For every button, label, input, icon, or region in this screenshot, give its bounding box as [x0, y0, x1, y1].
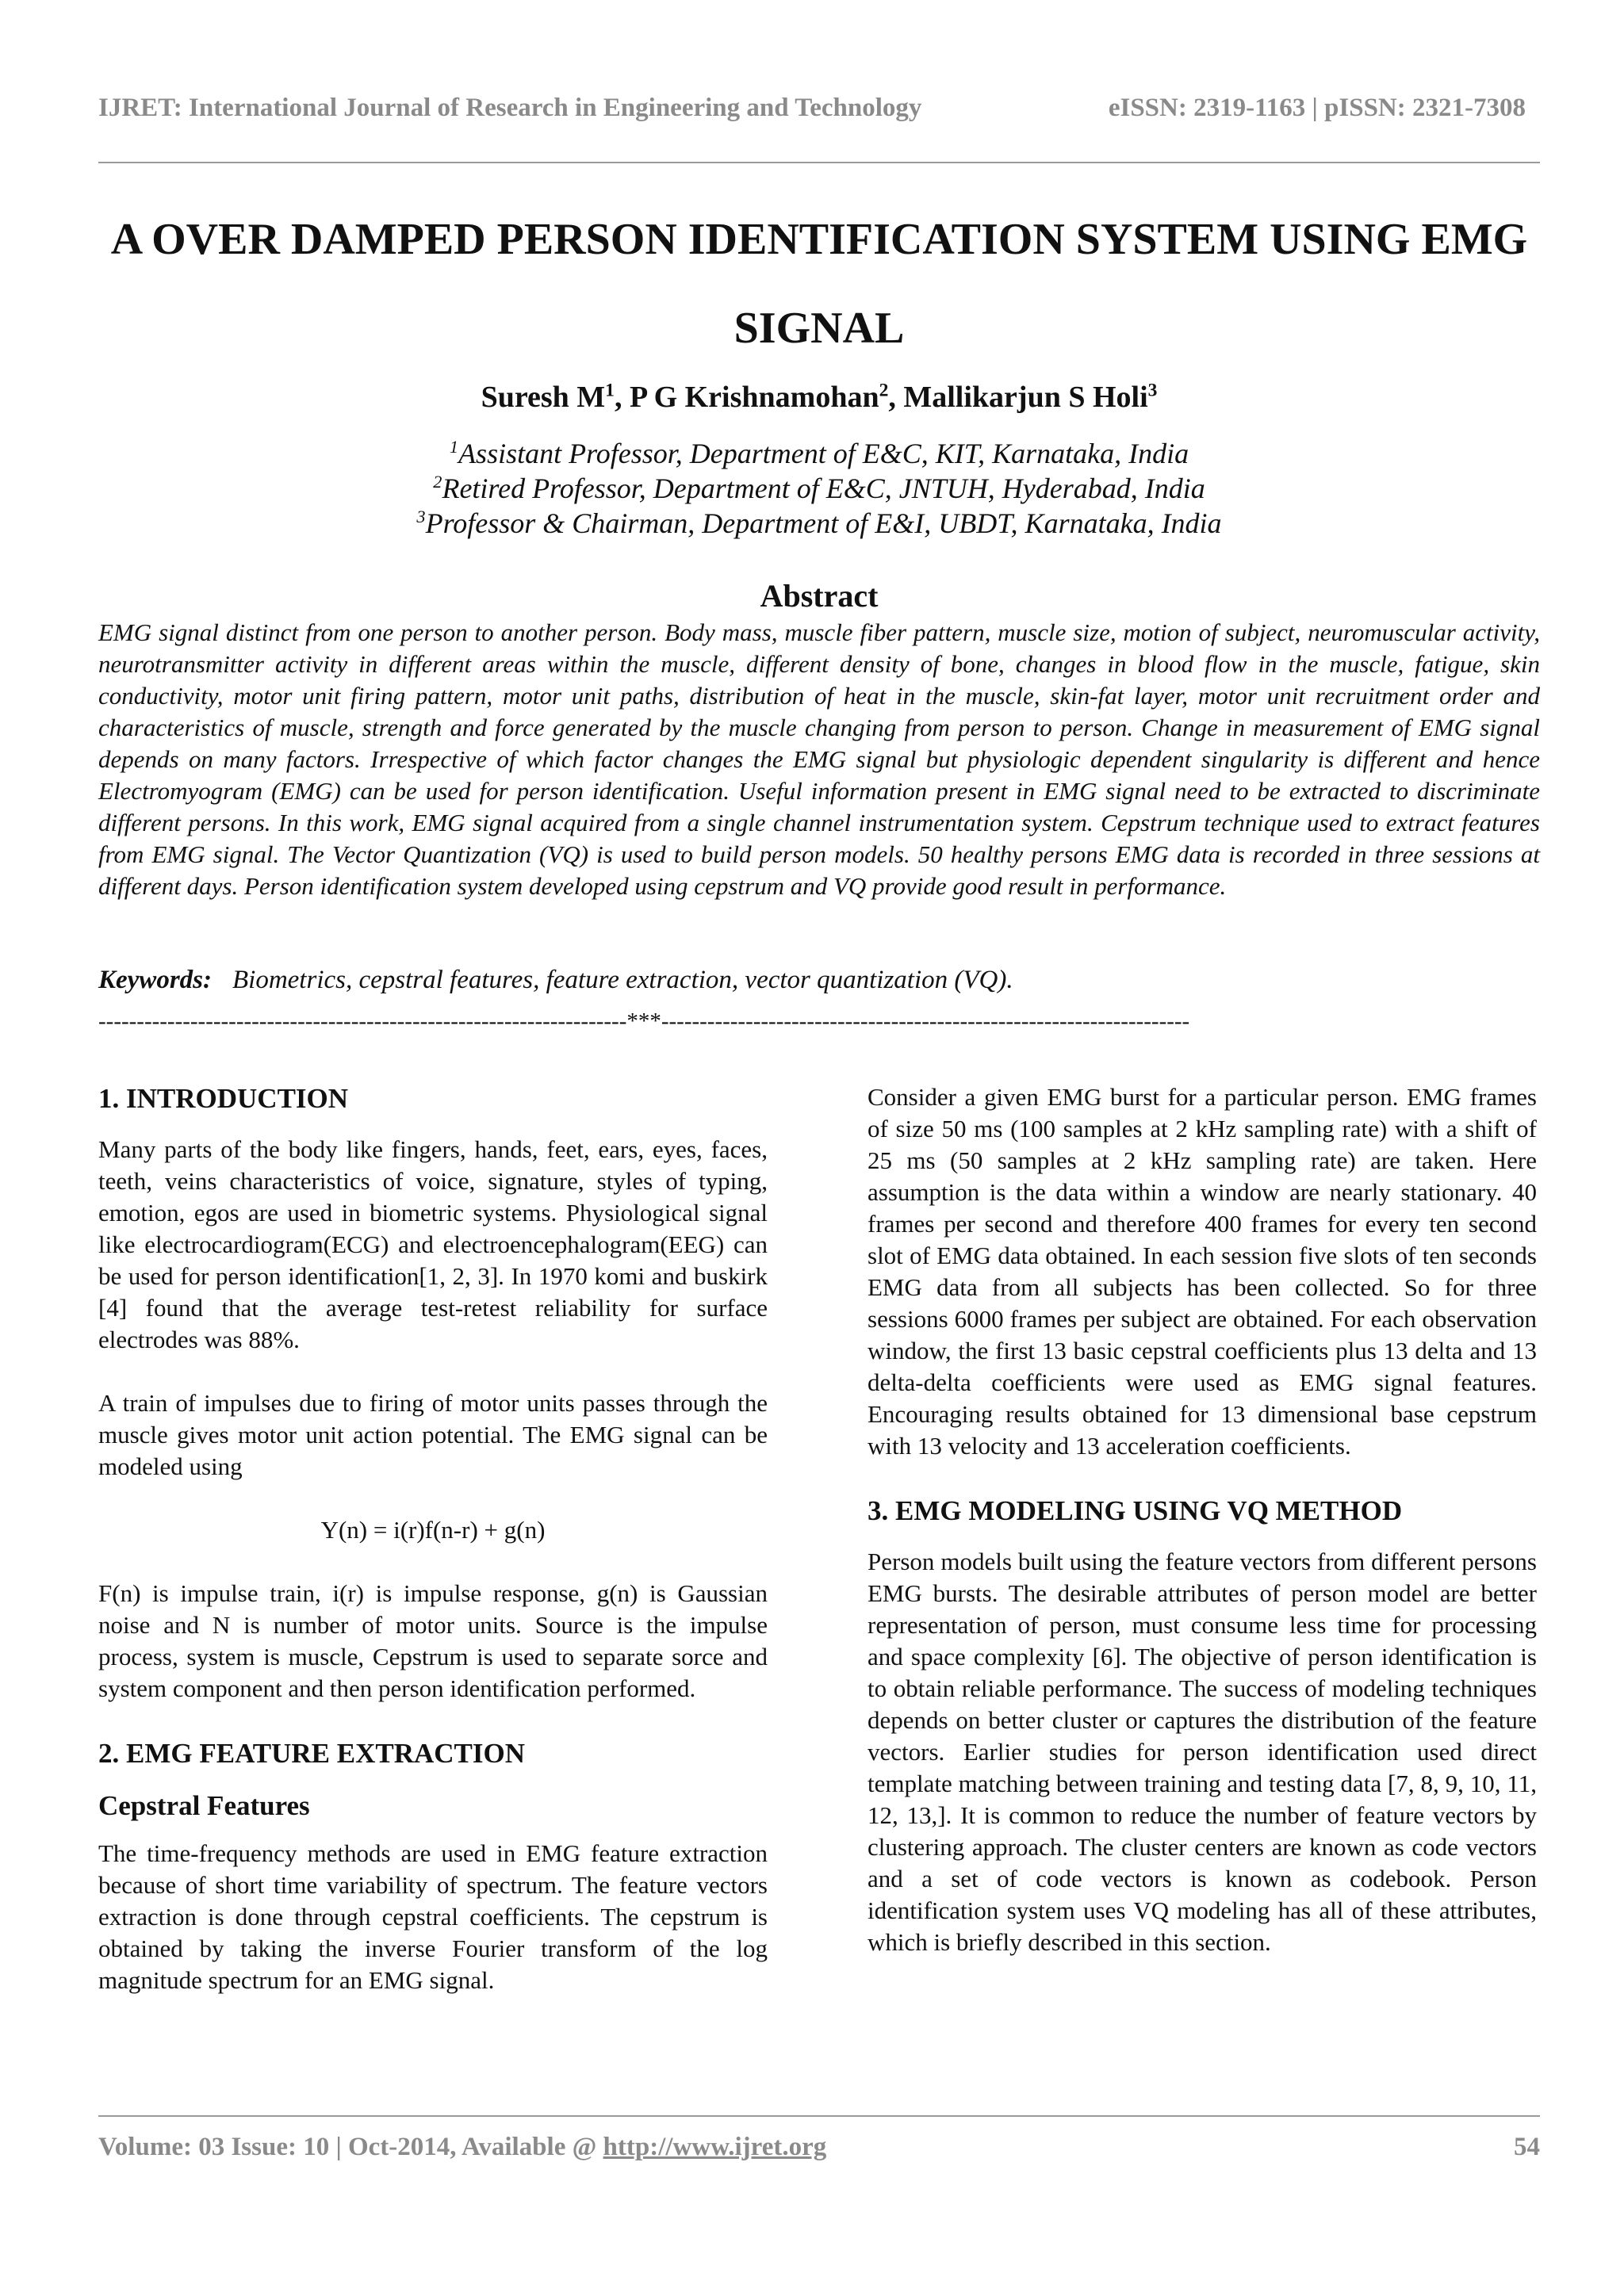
author-name: Mallikarjun S Holi [903, 381, 1148, 414]
affiliation [98, 436, 1540, 471]
paper-title [98, 195, 1540, 373]
author-list [98, 379, 1540, 415]
journal-url-link[interactable]: http://www.ijret.org [603, 2133, 827, 2161]
title-line-1: A OVER DAMPED PERSON IDENTIFICATION SYSTEM USING EMG [110, 215, 1528, 264]
frames-paragraph: Consider a given EMG burst for a particular person. EMG frames of size 50 ms (100 samples at 2 kHz sampling rate) with a shift of 25 ms (50 samples at 2 kHz sampling rate) are taken. Here assumption is the data within a window are nearly stationary. 40 frames per second and therefore 400 frames for every ten second slot of EMG data obtained. In each session five slots of ten seconds EMG data from all subjects has been collected. So for three sessions 6000 frames per subject are obtained. For each observation window, the first 13 basic cepstral coefficients plus 13 delta and 13 delta-delta coefficients were used as EMG signal features. Encouraging results obtained for 13 dimensional base cepstrum with 13 velocity and 13 acceleration coefficients. [868, 1083, 1537, 1460]
affiliation-text: Retired Professor, Department of E&C, JNTUH, Hyderabad, India [442, 473, 1205, 504]
feature-extraction-heading: 2. EMG FEATURE EXTRACTION [98, 1738, 526, 1769]
author-separator: , [888, 381, 904, 414]
cepstral-features-heading: Cepstral Features [98, 1790, 310, 1821]
author-name: P G Krishnamohan [629, 381, 879, 414]
introduction-paragraph: F(n) is impulse train, i(r) is impulse response, g(n) is Gaussian noise and N is number of motor units. Source is the impulse process, system is muscle, Cepstrum is used to separate sorce and system component and then person identification performed. [98, 1579, 768, 1702]
issn-numbers: eISSN: 2319-1163 | pISSN: 2321-7308 [1108, 94, 1526, 122]
author-name: Suresh M [481, 381, 606, 414]
right-column [868, 1081, 1537, 1990]
author-mark: 1 [605, 380, 615, 401]
affiliation-mark: 3 [416, 507, 426, 526]
footer-volume [98, 2133, 826, 2162]
affiliation [98, 471, 1540, 506]
running-footer [98, 2133, 1540, 2162]
footer-rule [98, 2115, 1540, 2117]
title-line-2: SIGNAL [733, 304, 905, 353]
header-rule [98, 162, 1540, 163]
page-number: 54 [1514, 2133, 1540, 2161]
keywords-line [98, 962, 1540, 997]
vq-modeling-paragraph: Person models built using the feature vectors from different persons EMG bursts. The desirable attributes of person model are better representation of person, must consume less time for processing and space complexity [6]. The objective of person identification is to obtain reliable performance. The success of modeling techniques depends on better cluster or captures the distribution of the feature vectors. Earlier studies for person identification used direct template matching between training and testing data [7, 8, 9, 10, 11, 12, 13,]. It is common to reduce the number of feature vectors by clustering approach. The cluster centers are known as code vectors and a set of code vectors is known as codebook. Person identification system uses VQ modeling has all of these attributes, which is briefly described in this section. [868, 1548, 1537, 1956]
affiliation-text: Assistant Professor, Department of E&C, KIT, Karnataka, India [458, 438, 1189, 469]
vq-modeling-heading: 3. EMG MODELING USING VQ METHOD [868, 1495, 1403, 1526]
author-separator: , [614, 381, 630, 414]
emg-model-equation: Y(n) = i(r)f(n-r) + g(n) [320, 1516, 546, 1544]
affiliation-list [98, 436, 1540, 541]
keywords-label: Keywords: [98, 966, 212, 994]
author-mark: 3 [1147, 380, 1158, 401]
introduction-paragraph: Many parts of the body like fingers, hands, feet, ears, eyes, faces, teeth, veins characteristics of voice, signature, styles of typing, emotion, egos are used in biometric systems. Physiological signal like electrocardiogram(ECG) and electroencephalogram(EEG) can be used for person identification[1, 2, 3]. In 1970 komi and buskirk [4] found that the average test-retest reliability for surface electrodes was 88%. [98, 1135, 768, 1353]
left-column [98, 1081, 768, 2028]
keywords-text: Biometrics, cepstral features, feature extraction, vector quantization (VQ). [232, 966, 1013, 994]
cepstral-paragraph: The time-frequency methods are used in EMG feature extraction because of short time variability of spectrum. The feature vectors extraction is done through cepstral coefficients. The cepstrum is obtained by taking the inverse Fourier transform of the log magnitude spectrum for an EMG signal. [98, 1839, 768, 1994]
author-mark: 2 [879, 380, 889, 401]
abstract-body: EMG signal distinct from one person to another person. Body mass, muscle fiber pattern, muscle size, motion of subject, neuromuscular activity, neurotransmitter activity in different areas within the muscle, different density of bone, changes in blood flow in the muscle, fatigue, skin conductivity, motor unit firing pattern, motor unit paths, distribution of heat in the muscle, skin-fat layer, motor unit recruitment order and characteristics of muscle, strength and force generated by the muscle changing from person to person. Change in measurement of EMG signal depends on many factors. Irrespective of which factor changes the EMG signal but physiologic dependent singularity is different and hence Electromyogram (EMG) can be used for person identification. Useful information present in EMG signal need to be extracted to discriminate different persons. In this work, EMG signal acquired from a single channel instrumentation system. Cepstrum technique used to extract features from EMG signal. The Vector Quantization (VQ) is used to build person models. 50 healthy persons EMG data is recorded in three sessions at different days. Person identification system developed using cepstrum and VQ provide good result in performance. [98, 618, 1540, 900]
affiliation-mark: 1 [449, 437, 459, 457]
footer-volume-text: Volume: 03 Issue: 10 | Oct-2014, Available @ [98, 2133, 603, 2161]
running-header [98, 94, 1526, 123]
affiliation-text: Professor & Chairman, Department of E&I, UBDT, Karnataka, India [425, 507, 1222, 539]
section-separator: ---------------------------------------------------------------------***--------------------------------------------------------------------- [98, 1008, 1190, 1034]
introduction-heading: 1. INTRODUCTION [98, 1083, 349, 1114]
journal-name: IJRET: International Journal of Research in Engineering and Technology [98, 94, 922, 122]
abstract-heading: Abstract [760, 578, 879, 614]
affiliation-mark: 2 [433, 472, 442, 492]
affiliation [98, 506, 1540, 541]
introduction-paragraph: A train of impulses due to firing of motor units passes through the muscle gives motor unit action potential. The EMG signal can be modeled using [98, 1389, 768, 1480]
